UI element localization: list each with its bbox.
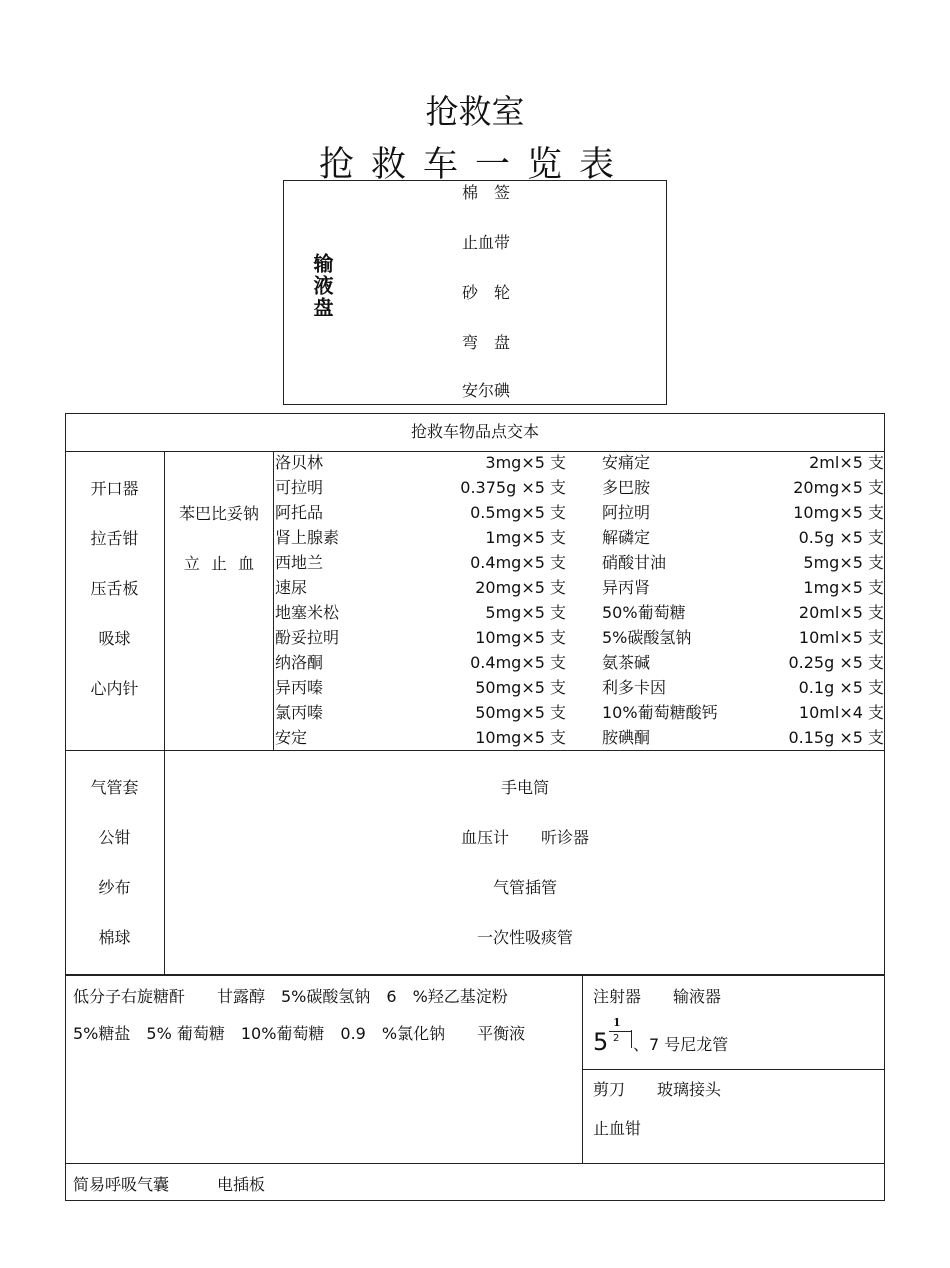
supply-item: 公钳 [98,828,131,847]
drug-qty: 10mg×5 支 [475,628,566,647]
drug-name: 异丙嗪 [275,678,324,697]
tray-item: 安尔碘 [462,381,511,400]
drug-name: 异丙肾 [602,578,651,597]
divider [65,974,885,976]
drug-name: 10%葡萄糖酸钙 [602,703,718,722]
drug-name: 纳洛酮 [275,653,324,672]
divider [273,451,274,750]
drug-name: 可拉明 [275,478,324,497]
instrument-item: 吸球 [98,629,131,648]
drug-name: 胺碘酮 [602,728,651,747]
drug-qty: 0.5mg×5 支 [470,503,566,522]
tray-item: 弯 盘 [462,333,511,352]
divider [582,1069,885,1070]
drug-qty: 20mg×5 支 [793,478,884,497]
drug-qty: 1mg×5 支 [485,528,566,547]
drug-qty: 0.25g ×5 支 [788,653,884,672]
tray-item: 棉 签 [462,183,511,202]
drug-name: 肾上腺素 [275,528,340,547]
supply-item: 纱布 [98,878,131,897]
drug-name: 地塞米松 [275,603,340,622]
divider [65,451,885,452]
instrument-item: 心内针 [90,679,139,698]
drug-qty: 0.375g ×5 支 [460,478,566,497]
drug-name: 氨茶碱 [602,653,651,672]
drug-name: 速尿 [275,578,308,597]
drug-qty: 10ml×4 支 [798,703,884,722]
drug-qty: 10mg×5 支 [793,503,884,522]
drug-label: 立 止 血 [183,554,255,573]
drug-qty: 0.15g ×5 支 [788,728,884,747]
needle-fraction-top: 1 [613,1016,621,1029]
supply-item: 气管套 [90,778,139,797]
equipment-item: 血压计 听诊器 [460,828,589,847]
needle-size: 5 [593,1028,609,1056]
drug-qty: 0.4mg×5 支 [470,653,566,672]
drug-name: 利多卡因 [602,678,667,697]
drug-qty: 20mg×5 支 [475,578,566,597]
drug-name: 西地兰 [275,553,324,572]
drug-qty: 0.5g ×5 支 [798,528,884,547]
drug-name: 安痛定 [602,453,651,472]
drug-qty: 3mg×5 支 [485,453,566,472]
page-subtitle: 抢救车一览表 [318,145,631,185]
drug-qty: 0.1g ×5 支 [798,678,884,697]
divider [65,750,885,751]
drug-qty: 10mg×5 支 [475,728,566,747]
fraction-bar [609,1031,631,1032]
infusion-tray-box [283,180,667,405]
drug-qty: 5mg×5 支 [485,603,566,622]
instrument-item: 拉舌钳 [90,529,139,548]
drug-name: 硝酸甘油 [602,553,667,572]
tray-item: 止血带 [462,233,511,252]
instrument-item: 开口器 [90,479,139,498]
drug-name: 阿托品 [275,503,324,522]
syringe-line: 注射器 输液器 [593,987,722,1006]
drug-qty: 0.4mg×5 支 [470,553,566,572]
drug-label: 苯巴比妥钠 [178,504,259,523]
needle-fraction-bottom: 2 [613,1033,620,1044]
drug-qty: 50mg×5 支 [475,703,566,722]
fraction-rule [631,1030,632,1048]
fluids-line: 低分子右旋糖酐 甘露醇 5%碳酸氢钠 6 %羟乙基淀粉 [73,987,508,1006]
tray-label: 输液盘 [310,253,334,319]
divider [65,1163,885,1164]
drug-name: 安定 [275,728,308,747]
drug-name: 阿拉明 [602,503,651,522]
drug-name: 5%碳酸氢钠 [602,628,692,647]
drug-name: 50%葡萄糖 [602,603,686,622]
drug-qty: 20ml×5 支 [798,603,884,622]
drug-name: 洛贝林 [275,453,324,472]
drug-qty: 2ml×5 支 [809,453,884,472]
drug-name: 解磷定 [602,528,651,547]
drug-name: 多巴胺 [602,478,651,497]
equipment-item: 一次性吸痰管 [476,928,573,947]
equipment-item: 手电筒 [500,778,549,797]
drug-qty: 50mg×5 支 [475,678,566,697]
fluids-line: 5%糖盐 5% 葡萄糖 10%葡萄糖 0.9 %氯化钠 平衡液 [73,1024,526,1043]
tray-item: 砂 轮 [462,283,511,302]
clamp-line: 止血钳 [593,1119,642,1138]
scissors-line: 剪刀 玻璃接头 [593,1080,722,1099]
instrument-item: 压舌板 [90,579,139,598]
table-header: 抢救车物品点交本 [410,422,539,441]
drug-qty: 5mg×5 支 [803,553,884,572]
drug-name: 氯丙嗪 [275,703,324,722]
bottom-line: 简易呼吸气囊 电插板 [73,1175,266,1194]
page-title: 抢救室 [425,92,525,131]
drug-qty: 10ml×5 支 [798,628,884,647]
drug-name: 酚妥拉明 [275,628,340,647]
needle-text: 、7 号尼龙管 [633,1035,729,1054]
drug-qty: 1mg×5 支 [803,578,884,597]
equipment-item: 气管插管 [492,878,557,897]
supply-item: 棉球 [98,928,131,947]
